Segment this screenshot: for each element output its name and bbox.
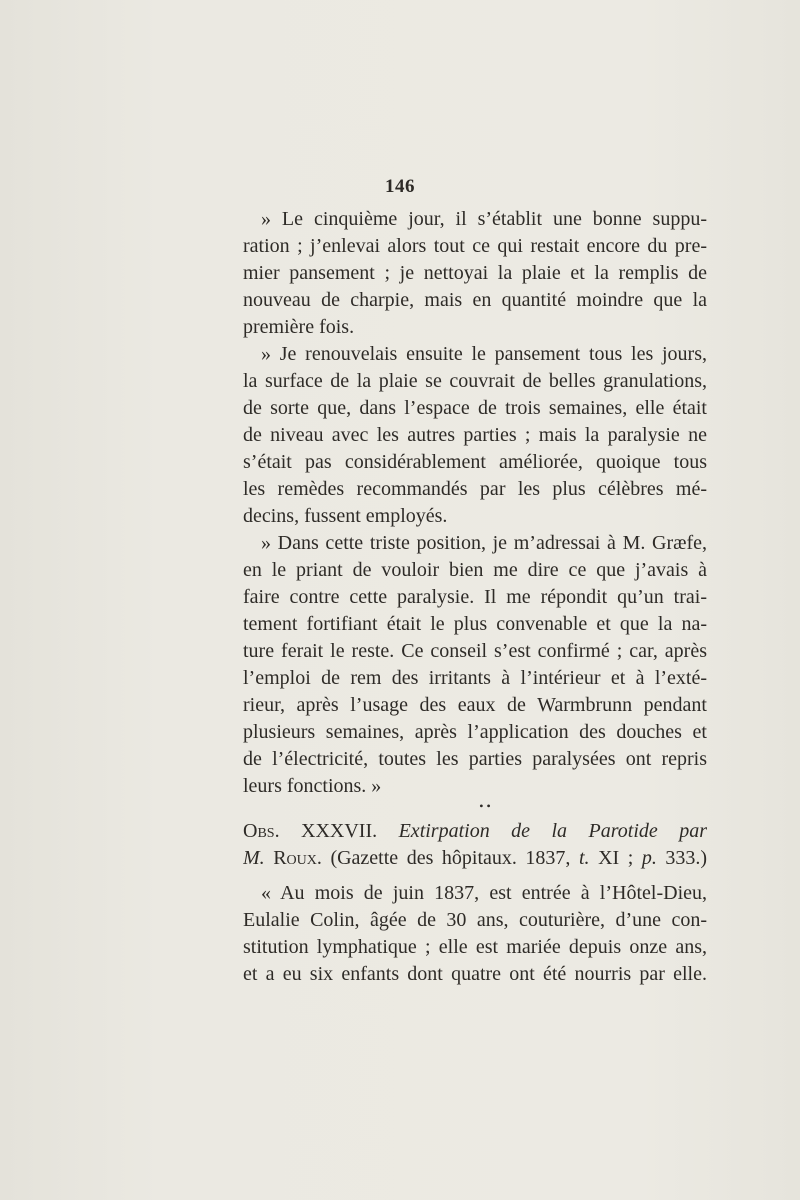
paragraph-4: [243, 880, 707, 988]
paragraph-3: [243, 530, 707, 800]
text-line: Eulalie Colin, âgée de 30 ans, couturière, d’une con-: [243, 909, 707, 931]
paragraph-1: [243, 206, 707, 341]
text-line: de niveau avec les autres parties ; mais la paralysie ne: [243, 424, 707, 446]
text-line: première fois.: [243, 316, 355, 338]
text-line: et a eu six enfants dont quatre ont été nourris par elle.: [243, 963, 707, 985]
author-prefix: M.: [243, 847, 265, 869]
body-text: [243, 206, 707, 988]
source-page: 333.): [665, 847, 707, 869]
text-line: les remèdes recommandés par les plus célèbres mé-: [243, 478, 707, 500]
observation-label: Obs. XXXVII.: [243, 820, 378, 842]
text-line: de sorte que, dans l’espace de trois semaines, elle était: [243, 397, 707, 419]
text-line: mier pansement ; je nettoyai la plaie et la remplis de: [243, 262, 707, 284]
tome-number: XI ;: [598, 847, 634, 869]
source-journal: (Gazette des hôpitaux. 1837,: [330, 847, 571, 869]
text-line: leurs fonctions. »: [243, 775, 382, 797]
page-number: 146: [385, 176, 415, 197]
text-line: de l’électricité, toutes les parties paralysées ont repris: [243, 748, 707, 770]
text-line: » Le cinquième jour, il s’établit une bonne suppu-: [261, 208, 707, 230]
text-line: » Dans cette triste position, je m’adressai à M. Græfe,: [261, 532, 707, 554]
observation-heading-line: [243, 818, 707, 845]
text-line: nouveau de charpie, mais en quantité moindre que la: [243, 289, 707, 311]
text-line: » Je renouvelais ensuite le pansement tous les jours,: [261, 343, 707, 365]
observation-title: Extirpation de la Parotide par: [398, 820, 707, 842]
text-line: rieur, après l’usage des eaux de Warmbrunn pendant: [243, 694, 707, 716]
page-label: p.: [641, 847, 657, 869]
text-line: faire contre cette paralysie. Il me répondit qu’un trai-: [243, 586, 707, 608]
text-line: decins, fussent employés.: [243, 505, 448, 527]
text-line: tement fortifiant était le plus convenable et que la na-: [243, 613, 707, 635]
text-line: l’emploi de rem des irritants à l’intérieur et à l’exté-: [243, 667, 707, 689]
text-line: stitution lymphatique ; elle est mariée depuis onze ans,: [243, 936, 707, 958]
text-line: la surface de la plaie se couvrait de belles granulations,: [243, 370, 707, 392]
observation-heading-line: [243, 845, 707, 872]
observation-heading: [243, 818, 707, 872]
text-line: s’était pas considérablement améliorée, quoique tous: [243, 451, 707, 473]
text-line: ration ; j’enlevai alors tout ce qui restait encore du pre-: [243, 235, 707, 257]
text-line: en le priant de vouloir bien me dire ce que j’avais à: [243, 559, 707, 581]
text-line: plusieurs semaines, après l’application des douches et: [243, 721, 707, 743]
section-separator: • •: [479, 799, 491, 813]
tome-label: t.: [578, 847, 590, 869]
text-line: « Au mois de juin 1837, est entrée à l’Hôtel-Dieu,: [261, 882, 707, 904]
text-line: ture ferait le reste. Ce conseil s’est confirmé ; car, après: [243, 640, 707, 662]
observation-author: Roux.: [273, 847, 322, 869]
paragraph-2: [243, 341, 707, 530]
